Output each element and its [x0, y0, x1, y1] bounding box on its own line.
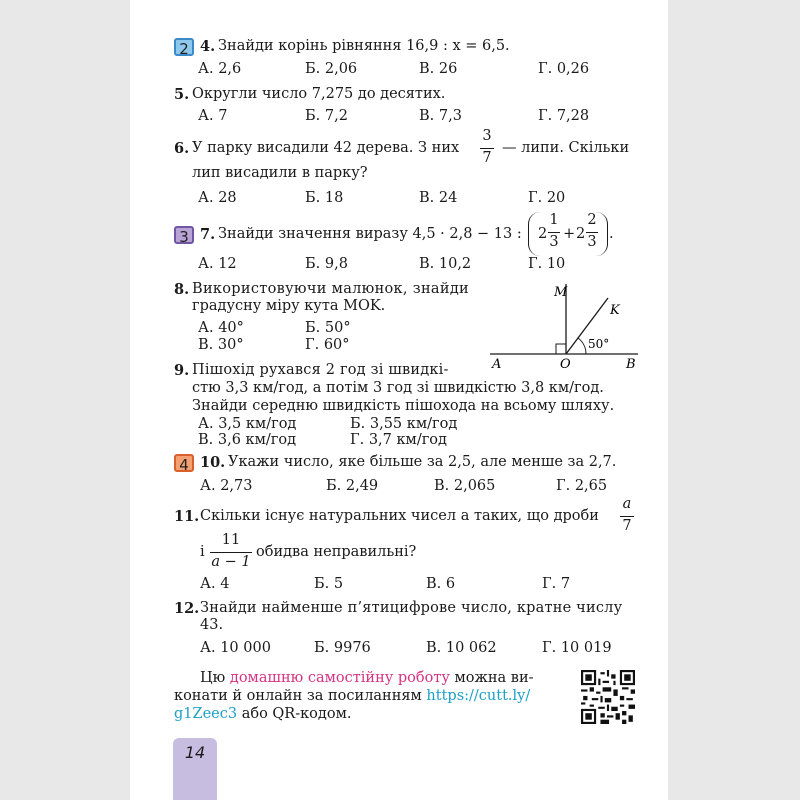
q7-number: 7.: [200, 226, 216, 243]
q7-text: Знайди значення виразу 4,5 · 2,8 − 13 :: [218, 226, 522, 242]
footer-mid: можна ви-: [454, 670, 534, 686]
footer-line-1: [200, 670, 534, 687]
q11-fraction-2-numerator: 11: [221, 532, 241, 548]
q5-option-b: Б. 7,2: [305, 108, 348, 124]
q7-fraction-1-numerator: 1: [549, 212, 559, 228]
q8-option-c: В. 30°: [198, 337, 244, 353]
q10-option-d: Г. 2,65: [556, 478, 608, 494]
q7-fraction-2: [586, 212, 598, 252]
level-badge-3: 3: [174, 226, 194, 244]
q7-whole-1: 2: [538, 226, 548, 242]
q12-line-2: 43.: [200, 617, 224, 633]
q10-text: Укажи число, яке більше за 2,5, але менше за 2,7.: [228, 454, 617, 470]
fraction-bar: [620, 516, 634, 517]
q6-text-a: У парку висадили 42 дерева. З них: [192, 140, 460, 156]
q11-fraction-1-numerator: a: [622, 496, 632, 512]
q7-end: .: [609, 226, 614, 242]
q7-fraction-2-denominator: 3: [587, 234, 597, 250]
q9-line-3: Знайди середню швидкість пішохода на всьому шляху.: [192, 398, 615, 414]
label-b: B: [626, 357, 636, 368]
q9-option-d: Г. 3,7 км/год: [350, 432, 447, 448]
q6-fraction-denominator: 7: [482, 150, 492, 166]
q4-option-d: Г. 0,26: [538, 61, 590, 77]
footer-line-2: [174, 688, 530, 705]
q7-option-c: В. 10,2: [419, 256, 472, 272]
q7-fraction-2-numerator: 2: [587, 212, 597, 228]
q4-text: Знайди корінь рівняння 16,9 : x = 6,5.: [218, 38, 510, 54]
label-k: K: [610, 303, 620, 318]
level-badge-4: 4: [174, 454, 194, 472]
label-m: M: [554, 285, 568, 300]
q5-option-c: В. 7,3: [419, 108, 462, 124]
angle-value-label: 50°: [588, 337, 610, 351]
qr-code-icon[interactable]: [581, 670, 635, 724]
q6-option-b: Б. 18: [305, 190, 344, 206]
q11-option-a: А. 4: [200, 576, 230, 592]
q12-option-d: Г. 10 019: [542, 640, 612, 656]
page-number-tab: [173, 738, 217, 800]
q12-option-c: В. 10 062: [426, 640, 497, 656]
q9-number: 9.: [174, 362, 190, 379]
q7-plus: +: [563, 226, 576, 242]
q11-fraction-1: [620, 496, 634, 536]
q10-number: 10.: [200, 454, 226, 471]
page-number: 14: [184, 743, 206, 762]
q7-option-a: А. 12: [198, 256, 237, 272]
q4-option-b: Б. 2,06: [305, 61, 358, 77]
q11-fraction-2-denominator: a − 1: [211, 554, 251, 570]
q7-fraction-1: [548, 212, 560, 252]
q9-option-c: В. 3,6 км/год: [198, 432, 297, 448]
q9-option-b: Б. 3,55 км/год: [350, 416, 458, 432]
footer-line-2-text: конати й онлайн за посиланням: [174, 688, 422, 704]
q5-text: Округли число 7,275 до десятих.: [192, 86, 446, 102]
fraction-bar: [586, 232, 598, 233]
footer-line-3-text: або QR-кодом.: [241, 706, 352, 722]
q8-line-1: Використовуючи малюнок, знайди: [192, 281, 470, 297]
q11-option-d: Г. 7: [542, 576, 571, 592]
q11-fraction-2: [210, 532, 252, 572]
fraction-bar: [480, 148, 494, 149]
q9-line-2: стю 3,3 км/год, а потім 3 год зі швидкістю 3,8 км/год.: [192, 380, 604, 396]
q7-option-d: Г. 10: [528, 256, 566, 272]
q6-option-c: В. 24: [419, 190, 458, 206]
q11-number: 11.: [174, 508, 200, 525]
q7-whole-2: 2: [576, 226, 586, 242]
q10-option-a: А. 2,73: [200, 478, 253, 494]
q8-line-2: градусну міру кута MOK.: [192, 298, 386, 314]
angle-figure: [490, 276, 640, 368]
q8-option-b: Б. 50°: [305, 320, 351, 336]
angle-arc: [578, 338, 586, 354]
q8-option-a: А. 40°: [198, 320, 244, 336]
url-link-part-2[interactable]: g1Zeec3: [174, 706, 238, 722]
q4-number: 4.: [200, 38, 216, 55]
q7-option-b: Б. 9,8: [305, 256, 348, 272]
q7-fraction-1-denominator: 3: [549, 234, 559, 250]
url-link-part-1[interactable]: https://cutt.ly/: [426, 688, 531, 704]
label-o: O: [560, 357, 571, 368]
q4-option-c: В. 26: [419, 61, 458, 77]
q11-option-c: В. 6: [426, 576, 456, 592]
q11-text-c: обидва неправильні?: [256, 544, 417, 560]
q8-option-d: Г. 60°: [305, 337, 350, 353]
q12-option-a: А. 10 000: [200, 640, 271, 656]
footer-line-3: [174, 706, 351, 723]
fraction-bar: [548, 232, 560, 233]
q10-option-b: Б. 2,49: [326, 478, 379, 494]
q6-option-a: А. 28: [198, 190, 237, 206]
q6-option-d: Г. 20: [528, 190, 566, 206]
q6-fraction: [480, 128, 494, 168]
q6-number: 6.: [174, 140, 190, 157]
q5-option-d: Г. 7,28: [538, 108, 590, 124]
q11-text-a: Скільки існує натуральних чисел a таких, що дроби: [200, 508, 599, 524]
q9-option-a: А. 3,5 км/год: [198, 416, 297, 432]
q10-option-c: В. 2,065: [434, 478, 496, 494]
textbook-page: [130, 0, 668, 800]
footer-pre: Цю: [200, 670, 226, 686]
q11-option-b: Б. 5: [314, 576, 344, 592]
right-angle-mark: [556, 344, 566, 354]
label-a: A: [492, 357, 502, 368]
level-badge-2: 2: [174, 38, 194, 56]
q6-text-b: — липи. Скільки: [502, 140, 630, 156]
q6-text-c: лип висадили в парку?: [192, 165, 368, 181]
q11-text-b: і: [200, 544, 205, 560]
q12-option-b: Б. 9976: [314, 640, 371, 656]
q4-option-a: А. 2,6: [198, 61, 242, 77]
q11-fraction-1-denominator: 7: [622, 518, 632, 534]
fraction-bar: [210, 552, 252, 553]
q8-number: 8.: [174, 281, 190, 298]
homework-link[interactable]: домашню самостійну роботу: [229, 670, 450, 686]
q5-option-a: А. 7: [198, 108, 228, 124]
q9-line-1: Пішохід рухався 2 год зі швидкі-: [192, 362, 449, 378]
q12-line-1: Знайди найменше п’ятицифрове число, кратне числу: [200, 600, 623, 616]
q12-number: 12.: [174, 600, 200, 617]
q6-fraction-numerator: 3: [482, 128, 492, 144]
q5-number: 5.: [174, 86, 190, 103]
